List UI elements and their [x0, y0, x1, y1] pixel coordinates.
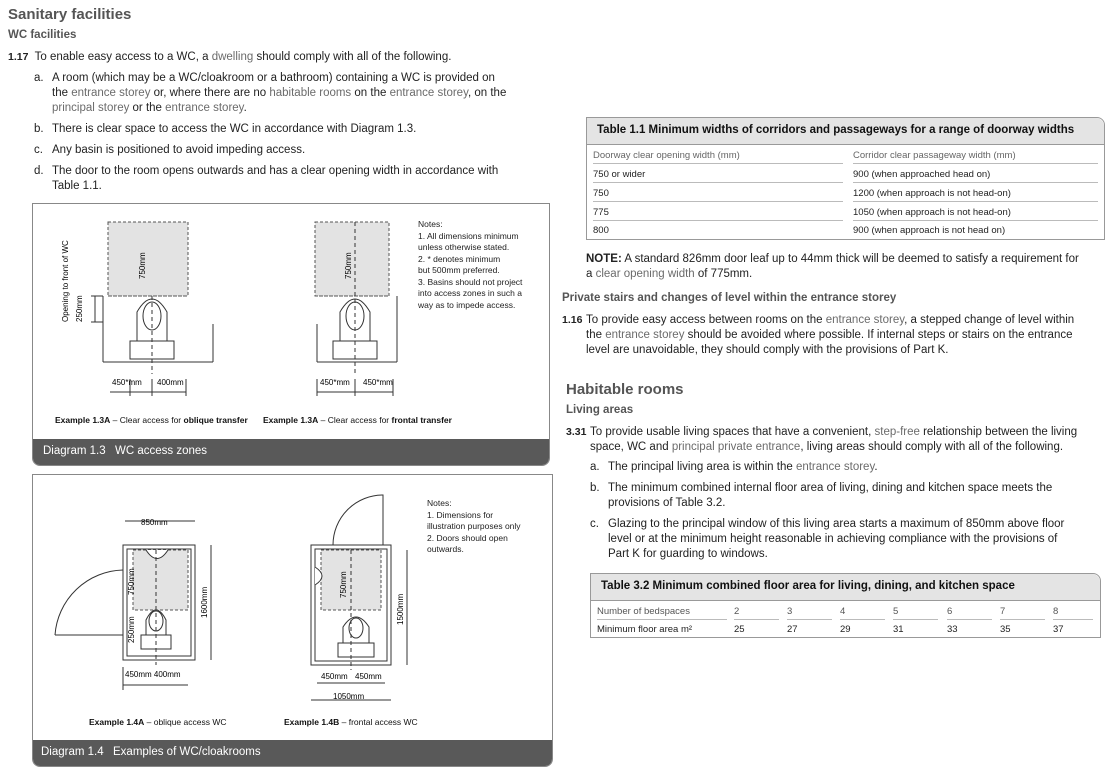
table-cell: 4: [840, 606, 846, 617]
table-cell: 35: [1000, 624, 1011, 635]
item-d-text: [52, 164, 498, 194]
table-cell: 900 (when approached head on): [853, 169, 991, 180]
link-entrance-storey[interactable]: entrance storey: [71, 87, 151, 99]
diagram-1-4: [32, 474, 553, 767]
item-a-line: principal storey or the entrance storey.: [52, 102, 247, 114]
caption-example-1-4b: Example 1.4B – frontal access WC: [284, 717, 418, 727]
dim-1600: 1600mm: [200, 586, 209, 618]
table-1-1: [586, 117, 1105, 240]
stairs-heading: Private stairs and changes of level within the entrance storey: [562, 292, 897, 304]
para-1-16: To provide easy access between rooms on the entrance storey, a stepped change of level within the entrance storey should be avoided where possible. If internal steps or stairs on the entrance level are unavoidable, they should comply with the provisions of Part K.: [586, 314, 1075, 356]
section-subtitle: WC facilities: [8, 29, 77, 41]
table-cell: 7: [1000, 606, 1006, 617]
table-cell: 1200 (when approach is not head-on): [853, 188, 1011, 199]
diagram-1-3-footer: [33, 439, 549, 465]
para-number: 1.16: [562, 314, 583, 326]
diagram-number: Diagram 1.4: [41, 746, 104, 758]
dim-450-a: 450*mm: [112, 378, 142, 387]
dim-250: 250mm: [75, 295, 84, 322]
table-cell: 800: [593, 225, 609, 236]
item-a-line: A room (which may be a WC/cloakroom or a bathroom) containing a WC is provided on: [52, 72, 495, 84]
para-text: To enable easy access to a WC, a: [34, 51, 212, 63]
table-3-2-header: [591, 574, 1100, 601]
dim-opening-label: Opening to front of WC: [61, 240, 70, 322]
link-dwelling[interactable]: dwelling: [211, 51, 254, 63]
diagram-1-3: [32, 203, 550, 466]
dim-450-b: 450*mm: [320, 378, 350, 387]
para-number: 3.31: [566, 426, 587, 438]
dim-1500: 1500mm: [396, 593, 405, 625]
para-3-31: To provide usable living spaces that have a convenient, step-free relationship between the living space, WC and principal private entrance, living areas should comply with all of the following.: [590, 426, 1078, 453]
dim-450-e: 450mm: [355, 672, 382, 681]
diagram-1-3-notes: Notes: 1. All dimensions minimum unless otherwise stated. 2. * denotes minimum but 500mm preferred. 3. Basins should not project into access zones in such a way as to impede access.: [418, 219, 523, 310]
item-b-marker: b.: [590, 482, 600, 494]
dim-750-c: 750mm: [127, 568, 136, 595]
item-c-marker: c.: [34, 144, 43, 156]
note-door-leaf: NOTE: A standard 826mm door leaf up to 44mm thick will be deemed to satisfy a requirement for a clear opening width of 775mm.: [586, 253, 1079, 280]
item-a-marker: a.: [34, 72, 44, 84]
dim-750-d: 750mm: [339, 571, 348, 598]
table-cell: 33: [947, 624, 958, 635]
dim-1050: 1050mm: [333, 692, 365, 701]
item-c-text: Glazing to the principal window of this living area starts a maximum of 850mm above floor level or at the minimum height reasonable in achieving compliance with the provisions of Part K for guarding to windows.: [608, 518, 1065, 560]
table-cell: 900 (when approach is not head on): [853, 225, 1006, 236]
table-cell: 2: [734, 606, 740, 617]
item-a-text: [52, 71, 532, 116]
table-cell: 775: [593, 207, 609, 218]
item-c-marker: c.: [590, 518, 599, 530]
table-cell: 750 or wider: [593, 169, 646, 180]
para-number: 1.17: [8, 51, 29, 63]
item-c-text: Any basin is positioned to avoid impeding access.: [52, 144, 306, 156]
dim-450-c: 450*mm: [363, 378, 393, 387]
table-cell: 3: [787, 606, 793, 617]
table-col-header: Doorway clear opening width (mm): [593, 150, 740, 161]
link-principal-private-entrance[interactable]: principal private entrance: [671, 441, 801, 453]
dim-450-d: 450mm: [321, 672, 348, 681]
table-cell: 31: [893, 624, 904, 635]
dim-450-400: 450mm 400mm: [125, 670, 181, 679]
item-a-marker: a.: [590, 461, 600, 473]
para-text: should comply with all of the following.: [253, 51, 452, 63]
dim-750-a: 750mm: [138, 252, 147, 279]
table-row-label: Number of bedspaces: [597, 606, 690, 617]
dim-750-b: 750mm: [344, 252, 353, 279]
table-cell: 25: [734, 624, 745, 635]
link-entrance-storey[interactable]: entrance storey: [825, 314, 905, 326]
table-cell: 6: [947, 606, 953, 617]
link-entrance-storey[interactable]: entrance storey: [389, 87, 468, 99]
link-entrance-storey[interactable]: entrance storey: [795, 461, 875, 473]
table-1-1-header: [587, 118, 1104, 145]
diagram-number: Diagram 1.3: [43, 445, 106, 457]
table-3-2: [590, 573, 1101, 638]
table-row-label: Minimum floor area m²: [597, 624, 693, 635]
table-title: Table 3.2 Minimum combined floor area for living, dining, and kitchen space: [601, 580, 1015, 592]
table-cell: 27: [787, 624, 798, 635]
link-step-free[interactable]: step-free: [874, 426, 920, 438]
access-zone-a: [108, 222, 188, 296]
para-1-17: [8, 50, 451, 65]
caption-example-1-4a: Example 1.4A – oblique access WC: [89, 717, 227, 727]
link-habitable-rooms[interactable]: habitable rooms: [269, 87, 352, 99]
note-label: NOTE:: [586, 253, 622, 265]
section-title: Sanitary facilities: [8, 6, 132, 23]
item-d-marker: d.: [34, 165, 44, 177]
link-principal-storey[interactable]: principal storey: [52, 102, 130, 114]
item-d-line: The door to the room opens outwards and has a clear opening width in accordance with: [52, 165, 499, 177]
diagram-title: Examples of WC/cloakrooms: [113, 746, 261, 758]
table-col-header: Corridor clear passageway width (mm): [853, 150, 1016, 161]
table-cell: 5: [893, 606, 899, 617]
caption-example-1-3b: Example 1.3A – Clear access for frontal transfer: [263, 415, 452, 425]
dim-250-b: 250mm: [127, 616, 136, 643]
caption-example-1-3a: Example 1.3A – Clear access for oblique transfer: [55, 415, 248, 425]
item-d-line: Table 1.1.: [52, 180, 102, 192]
table-cell: 1050 (when approach is not head-on): [853, 207, 1011, 218]
table-cell: 750: [593, 188, 609, 199]
item-a-line: the entrance storey or, where there are no habitable rooms on the entrance storey, on the: [52, 87, 507, 99]
item-b-text: The minimum combined internal floor area of living, dining and kitchen space meets the provisions of Table 3.2.: [608, 482, 1053, 509]
diagram-title: WC access zones: [115, 445, 208, 457]
item-a-text: The principal living area is within the entrance storey.: [608, 461, 878, 473]
table-cell: 8: [1053, 606, 1059, 617]
living-areas-subtitle: Living areas: [566, 404, 634, 416]
habitable-rooms-title: Habitable rooms: [566, 381, 684, 398]
table-cell: 29: [840, 624, 851, 635]
link-clear-opening-width[interactable]: clear opening width: [595, 268, 695, 280]
diagram-1-4-footer: [33, 740, 552, 766]
link-entrance-storey[interactable]: entrance storey: [165, 102, 244, 114]
table-cell: 37: [1053, 624, 1064, 635]
dim-400: 400mm: [157, 378, 184, 387]
item-b-marker: b.: [34, 123, 44, 135]
dim-850: 850mm: [141, 518, 168, 527]
diagram-1-4-notes: Notes: 1. Dimensions for illustration purposes only 2. Doors should open outwards.: [427, 498, 521, 554]
table-title: Table 1.1 Minimum widths of corridors and passageways for a range of doorway widths: [597, 124, 1075, 136]
link-entrance-storey[interactable]: entrance storey: [605, 329, 685, 341]
item-b-text: There is clear space to access the WC in accordance with Diagram 1.3.: [52, 123, 417, 135]
